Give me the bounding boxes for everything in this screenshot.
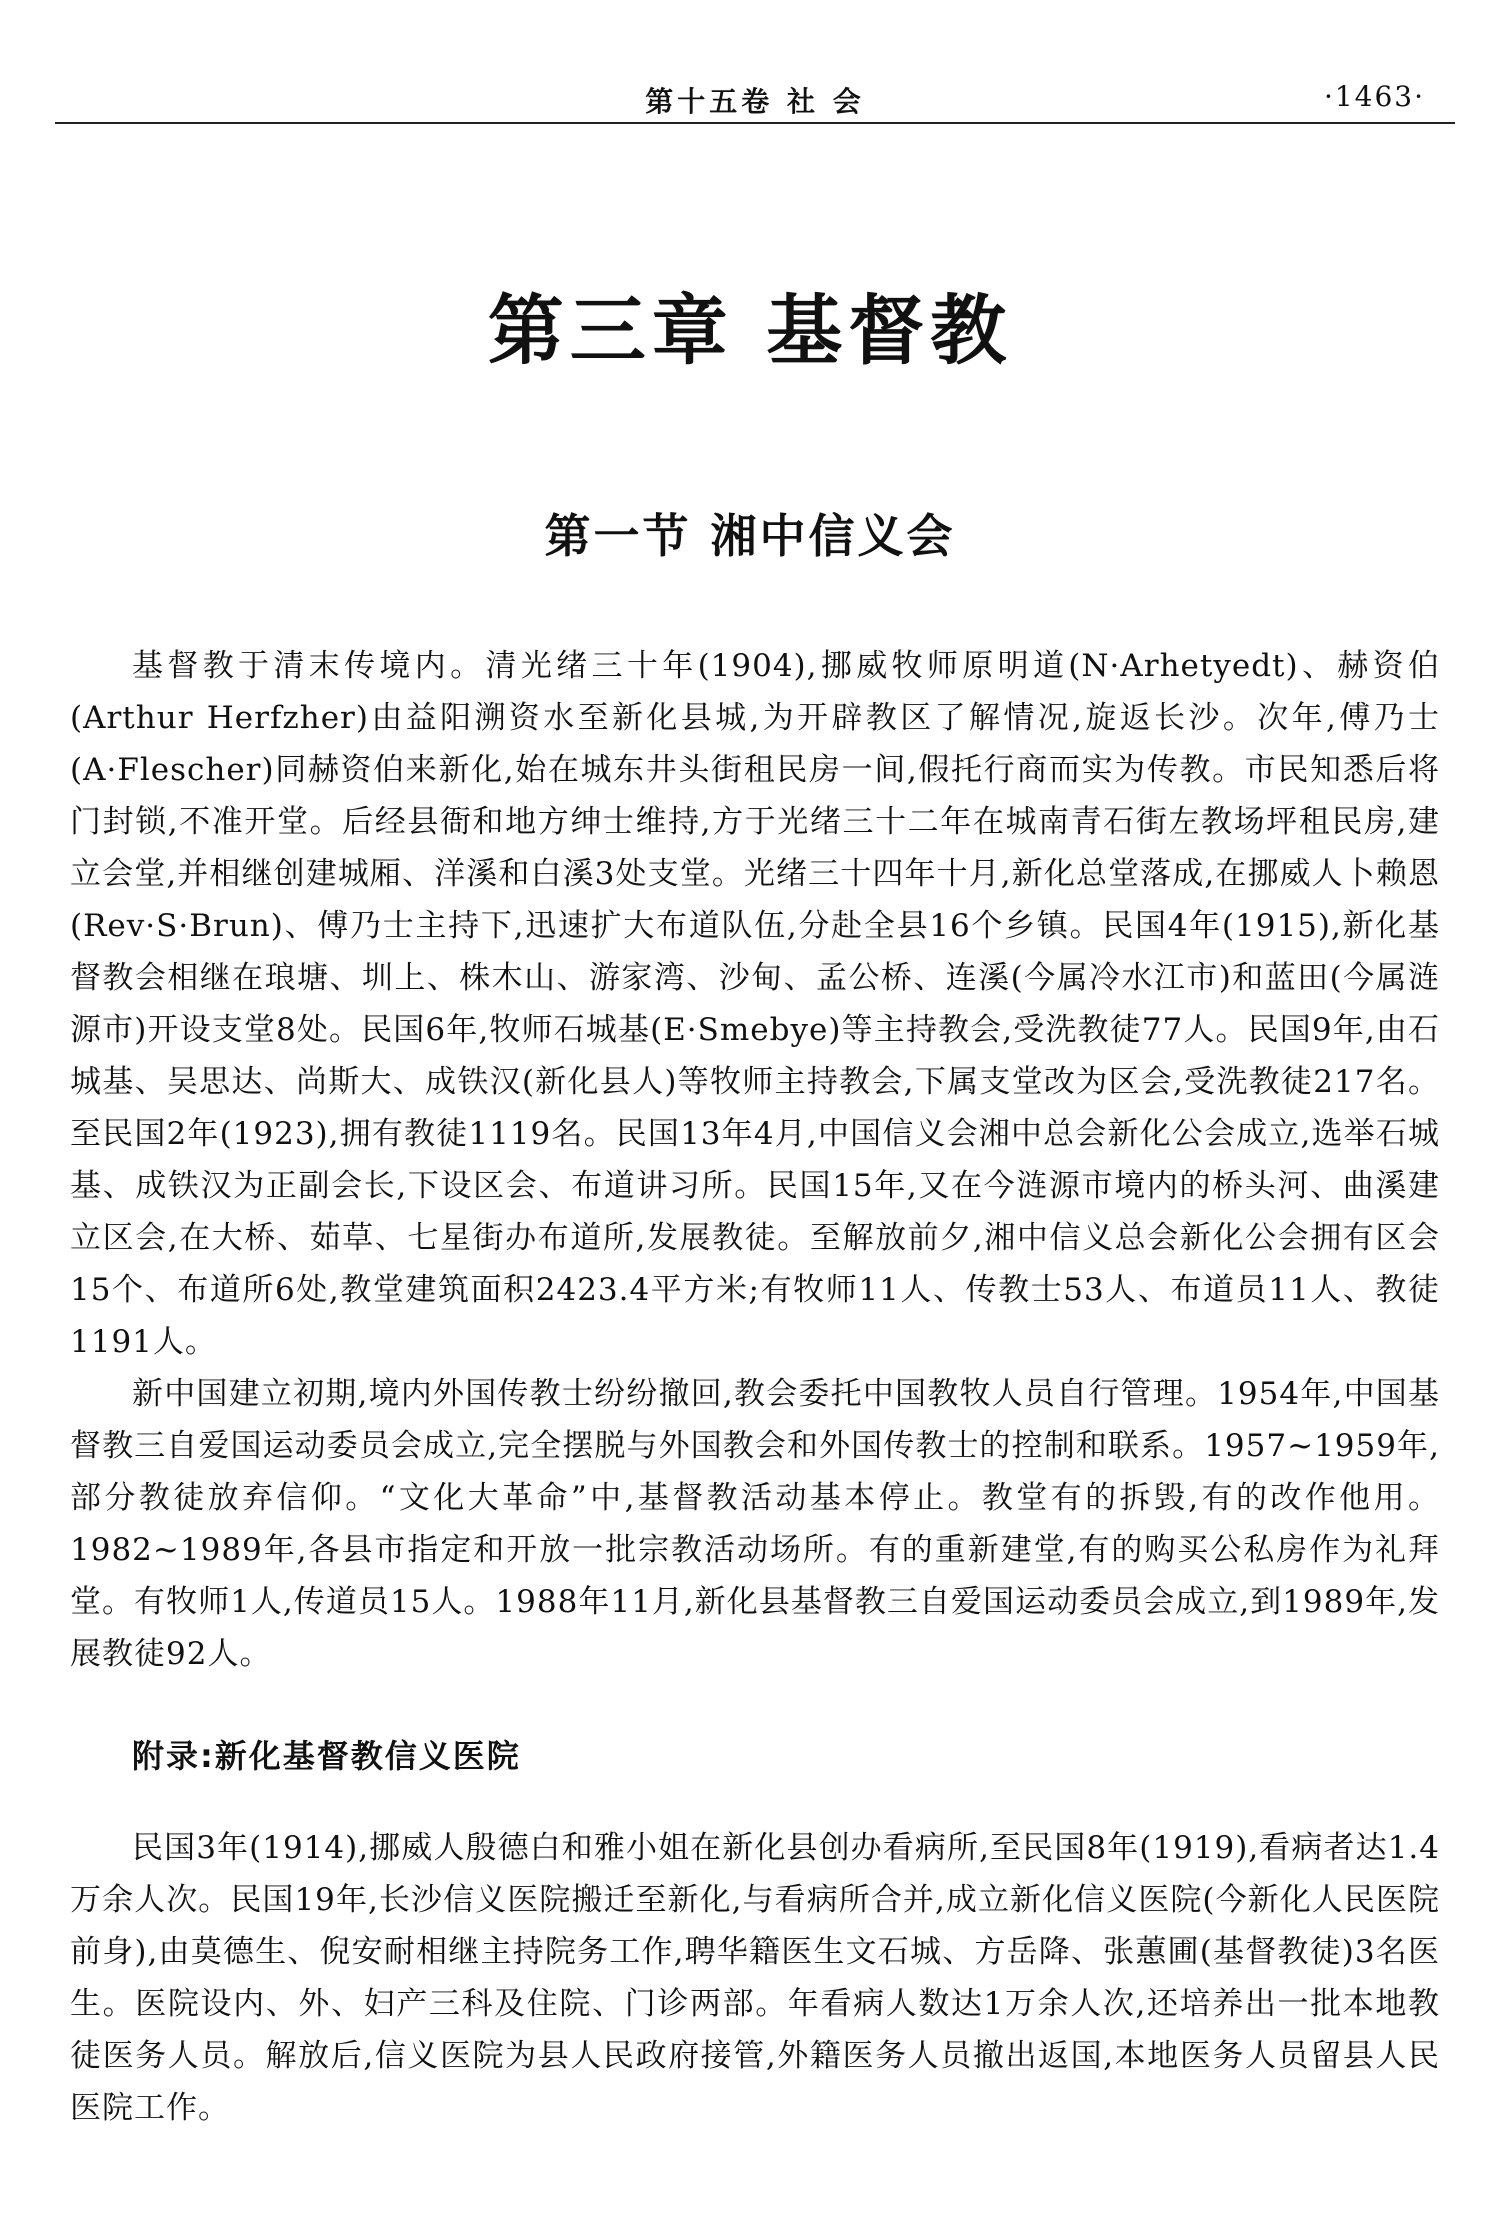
page-number: ·1463·: [1323, 80, 1425, 113]
chapter-title: 第三章 基督教: [487, 286, 1013, 375]
running-title: 第十五卷 社 会: [645, 85, 865, 118]
page-header: [55, 72, 1455, 124]
body-text: [70, 640, 1440, 2134]
section-title: 第一节 湘中信义会: [544, 509, 956, 563]
paragraph-history: 基督教于清末传境内。清光绪三十年(1904),挪威牧师原明道(N·Arhetyedt)、赫资伯(Arthur Herfzher)由益阳溯资水至新化县城,为开辟教区了解情况,旋返长沙。次年,傅乃士(A·Flescher)同赫资伯来新化,始在城东井头街租民房一间,假托行商而实为传教。市民知悉后将门封锁,不准开堂。后经县衙和地方绅士维持,方于光绪三十二年在城南青石街左教场坪租民房,建立会堂,并相继创建城厢、洋溪和白溪3处支堂。光绪三十四年十月,新化总堂落成,在挪威人卜赖恩(Rev·S·Brun)、傅乃士主持下,迅速扩大布道队伍,分赴全县16个乡镇。民国4年(1915),新化基督教会相继在琅塘、圳上、株木山、游家湾、沙甸、孟公桥、连溪(今属冷水江市)和蓝田(今属涟源市)开设支堂8处。民国6年,牧师石城基(E·Smebye)等主持教会,受洗教徒77人。民国9年,由石城基、吴思达、尚斯大、成铁汉(新化县人)等牧师主持教会,下属支堂改为区会,受洗教徒217名。至民国2年(1923),拥有教徒1119名。民国13年4月,中国信义会湘中总会新化公会成立,选举石城基、成铁汉为正副会长,下设区会、布道讲习所。民国15年,又在今涟源市境内的桥头河、曲溪建立区会,在大桥、茹草、七星街办布道所,发展教徒。至解放前夕,湘中信义总会新化公会拥有区会15个、布道所6处,教堂建筑面积2423.4平方米;有牧师11人、传教士53人、布道员11人、教徒1191人。: [70, 648, 1440, 1360]
appendix-title: 附录:新化基督教信义医院: [132, 1737, 521, 1775]
paragraph-post-1949: 新中国建立初期,境内外国传教士纷纷撤回,教会委托中国教牧人员自行管理。1954年,中国基督教三自爱国运动委员会成立,完全摆脱与外国教会和外国传教士的控制和联系。1957~1959年,部分教徒放弃信仰。“文化大革命”中,基督教活动基本停止。教堂有的拆毁,有的改作他用。1982~1989年,各县市指定和开放一批宗教活动场所。有的重新建堂,有的购买公私房作为礼拜堂。有牧师1人,传道员15人。1988年11月,新化县基督教三自爱国运动委员会成立,到1989年,发展教徒92人。: [70, 1376, 1440, 1672]
appendix-paragraph: 民国3年(1914),挪威人殷德白和雅小姐在新化县创办看病所,至民国8年(1919),看病者达1.4万余人次。民国19年,长沙信义医院搬迁至新化,与看病所合并,成立新化信义医院(今新化人民医院前身),由莫德生、倪安耐相继主持院务工作,聘华籍医生文石城、方岳降、张蕙圃(基督教徒)3名医生。医院设内、外、妇产三科及住院、门诊两部。年看病人数达1万余人次,还培养出一批本地教徒医务人员。解放后,信义医院为县人民政府接管,外籍医务人员撤出返国,本地医务人员留县人民医院工作。: [70, 1830, 1440, 2126]
